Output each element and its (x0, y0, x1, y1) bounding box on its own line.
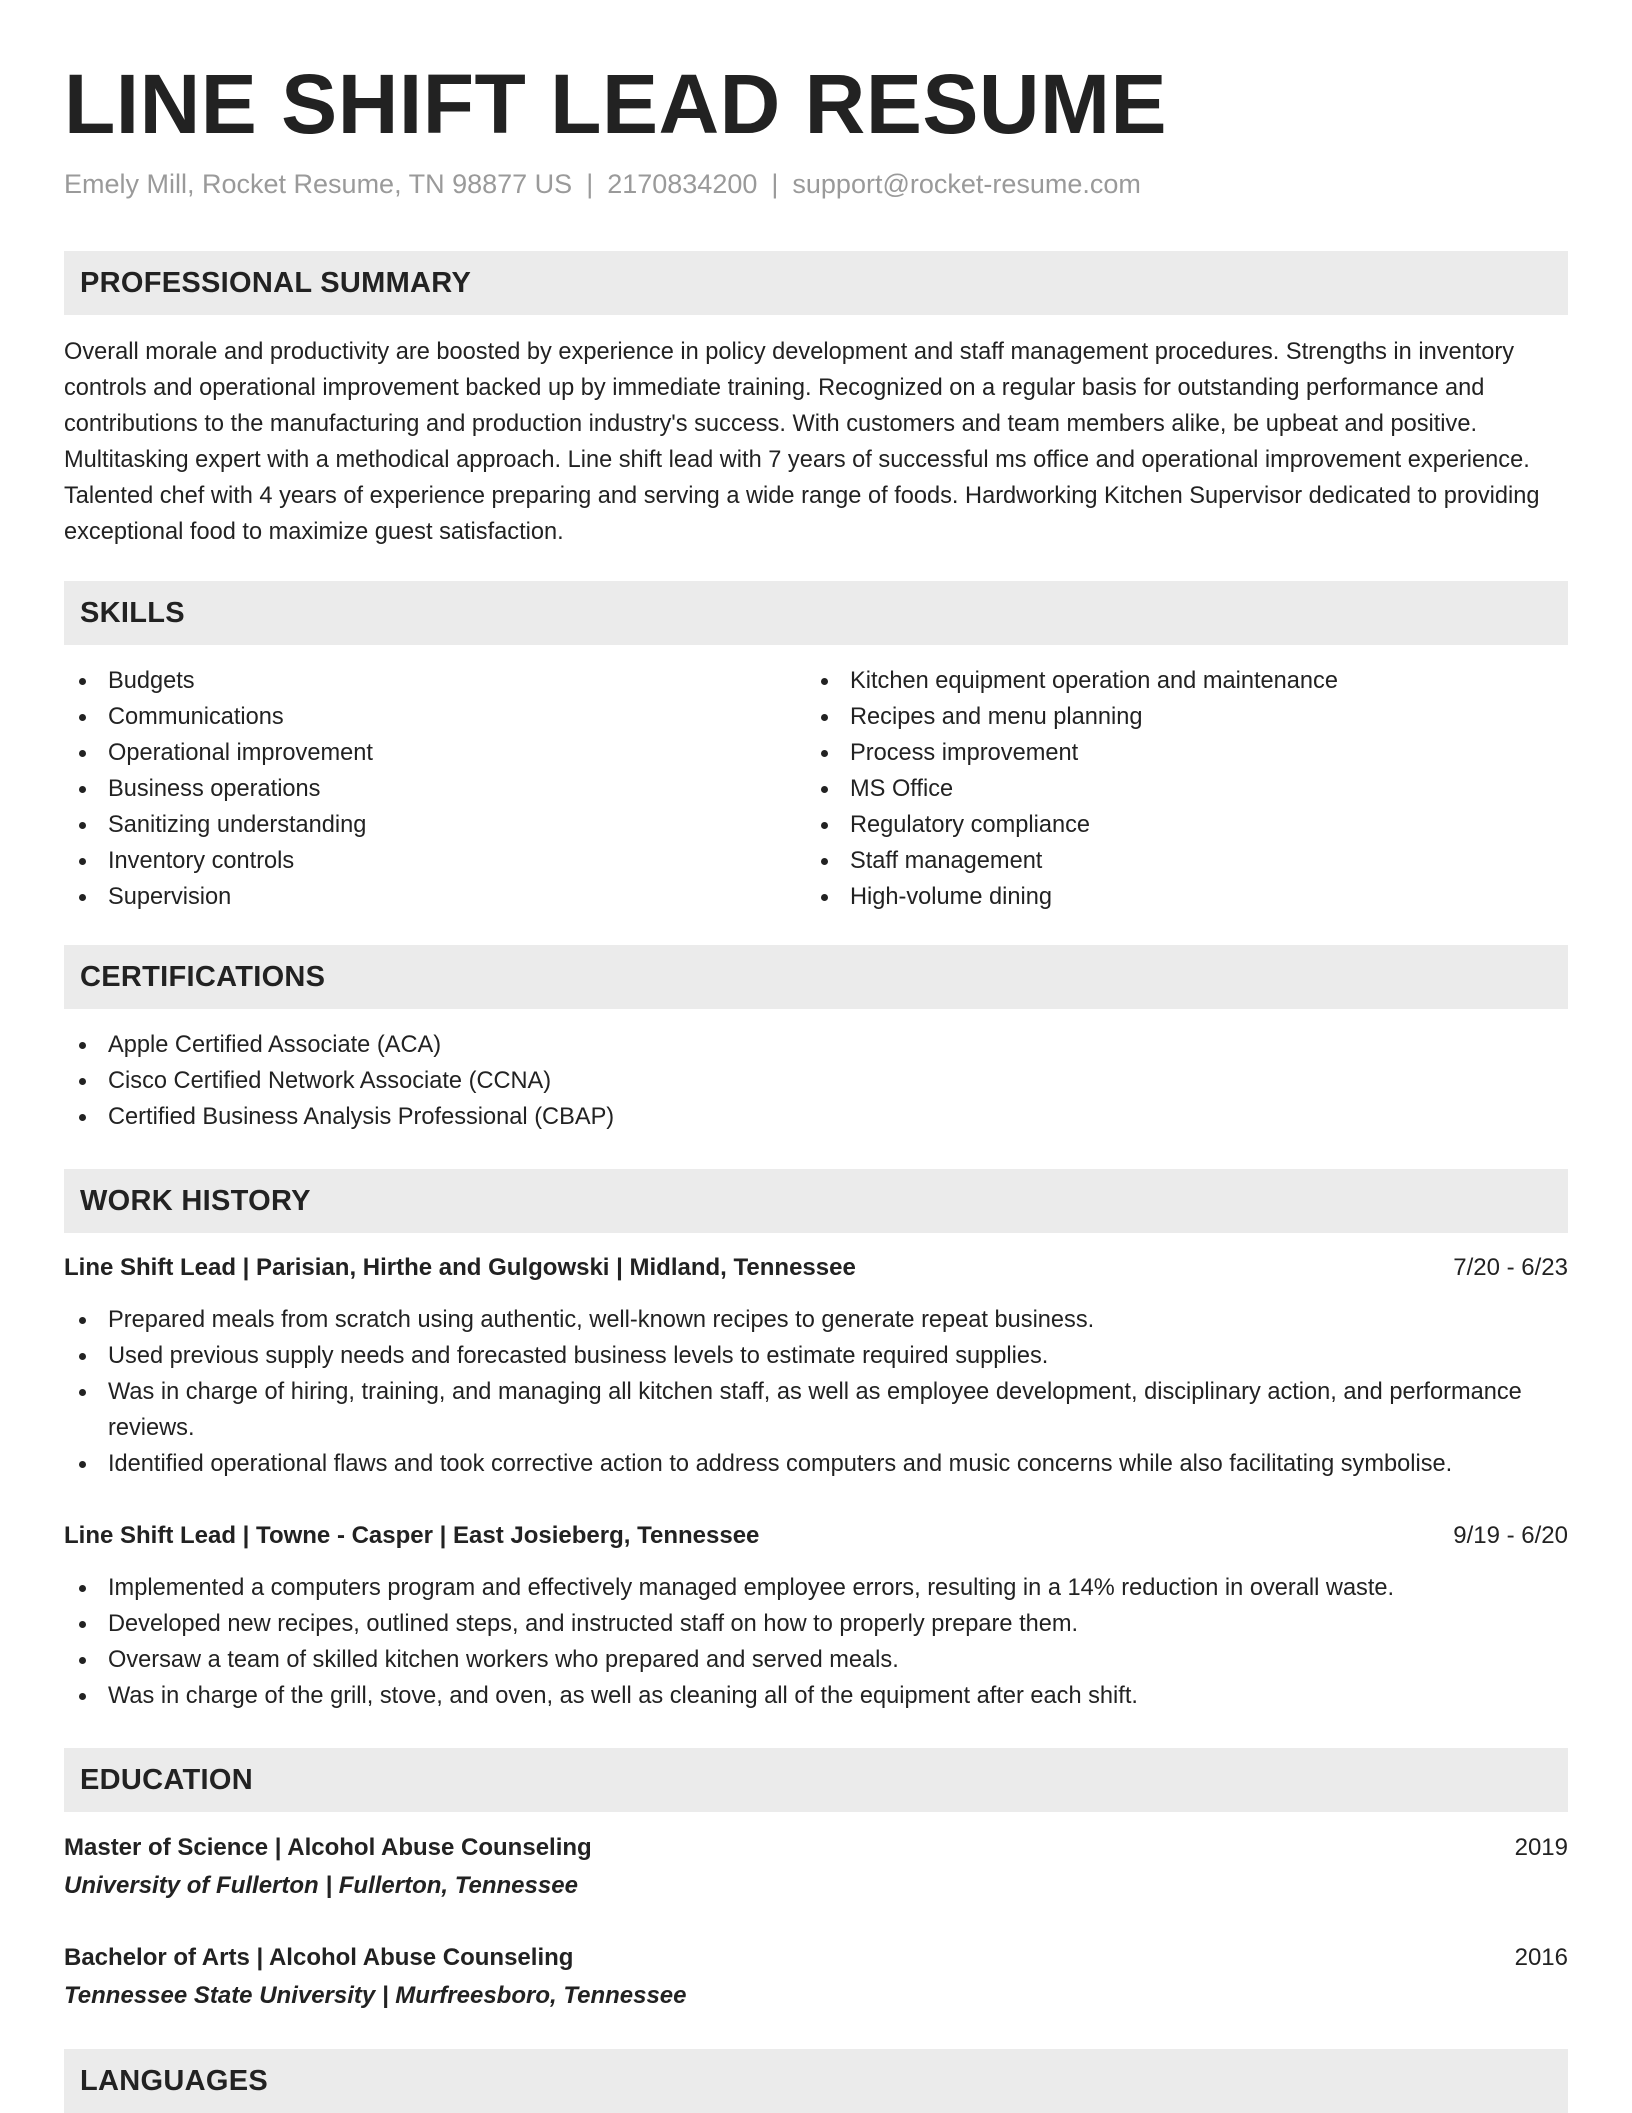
skills-list-right (806, 663, 1526, 915)
job-dates: 9/19 - 6/20 (1453, 1522, 1568, 1549)
certification-item: Apple Certified Associate (ACA) (64, 1027, 1568, 1063)
skill-item: Staff management (806, 843, 1526, 879)
skill-item: Operational improvement (64, 735, 784, 771)
school-name: University of Fullerton | Fullerton, Tennessee (64, 1872, 578, 1899)
skill-item: Supervision (64, 879, 784, 915)
education-header (64, 1940, 1568, 1976)
graduation-year: 2019 (1514, 1834, 1568, 1861)
skill-item: Inventory controls (64, 843, 784, 879)
job-bullet: Developed new recipes, outlined steps, and instructed staff on how to properly prepare them. (64, 1606, 1568, 1642)
certification-item: Certified Business Analysis Professional (CBAP) (64, 1099, 1568, 1135)
skill-item: Regulatory compliance (806, 807, 1526, 843)
section-header-work-history (64, 1169, 1568, 1233)
skill-item: Communications (64, 699, 784, 735)
skills-column-left (64, 663, 784, 915)
job-bullet: Was in charge of hiring, training, and managing all kitchen staff, as well as employee development, disciplinary action, and performance reviews. (64, 1374, 1568, 1446)
certification-item: Cisco Certified Network Associate (CCNA) (64, 1063, 1568, 1099)
skill-item: Sanitizing understanding (64, 807, 784, 843)
skills-column-right (806, 663, 1526, 915)
job-bullet: Was in charge of the grill, stove, and oven, as well as cleaning all of the equipment after each shift. (64, 1678, 1568, 1714)
skill-item: MS Office (806, 771, 1526, 807)
job-bullets (64, 1570, 1568, 1714)
job-bullet: Implemented a computers program and effectively managed employee errors, resulting in a 14% reduction in overall waste. (64, 1570, 1568, 1606)
section-title-certifications: CERTIFICATIONS (80, 961, 326, 993)
job-bullets (64, 1302, 1568, 1482)
summary-text: Overall morale and productivity are boosted by experience in policy development and staff management procedures. Strengths in inventory controls and operational improvement backed up by immediate training. Recognized on a regular basis for outstanding performance and contributions to the manufacturing and production industry's success. With customers and team members alike, be upbeat and positive. Multitasking expert with a methodical approach. Line shift lead with 7 years of successful ms office and operational improvement experience. Talented chef with 4 years of experience preparing and serving a wide range of foods. Hardworking Kitchen Supervisor dedicated to providing exceptional food to maximize guest satisfaction. (64, 339, 1540, 545)
section-title-languages: LANGUAGES (80, 2065, 268, 2097)
contact-address: Emely Mill, Rocket Resume, TN 98877 US (64, 169, 573, 199)
education-header (64, 1830, 1568, 1866)
contact-line (64, 166, 1141, 202)
school-name: Tennessee State University | Murfreesboro, Tennessee (64, 1982, 687, 2009)
skill-item: Kitchen equipment operation and maintenance (806, 663, 1526, 699)
section-header-skills (64, 581, 1568, 645)
section-title-education: EDUCATION (80, 1764, 253, 1796)
skill-item: Process improvement (806, 735, 1526, 771)
skill-item: High-volume dining (806, 879, 1526, 915)
job-bullet: Oversaw a team of skilled kitchen workers who prepared and served meals. (64, 1642, 1568, 1678)
job-bullet: Used previous supply needs and forecasted business levels to estimate required supplies. (64, 1338, 1568, 1374)
skill-item: Recipes and menu planning (806, 699, 1526, 735)
section-title-skills: SKILLS (80, 597, 185, 629)
degree-title: Bachelor of Arts | Alcohol Abuse Counseling (64, 1944, 574, 1971)
job-title: Line Shift Lead | Towne - Casper | East Josieberg, Tennessee (64, 1522, 760, 1549)
skill-item: Budgets (64, 663, 784, 699)
contact-email: support@rocket-resume.com (792, 169, 1141, 199)
certifications-list (64, 1027, 1568, 1135)
section-title-summary: PROFESSIONAL SUMMARY (80, 267, 472, 299)
graduation-year: 2016 (1514, 1944, 1568, 1971)
job-bullet: Identified operational flaws and took corrective action to address computers and music concerns while also facilitating symbolise. (64, 1446, 1568, 1482)
contact-phone: 2170834200 (607, 169, 758, 199)
job-title: Line Shift Lead | Parisian, Hirthe and Gulgowski | Midland, Tennessee (64, 1254, 856, 1281)
job-header (64, 1250, 1568, 1286)
job-header (64, 1518, 1568, 1554)
degree-title: Master of Science | Alcohol Abuse Counseling (64, 1834, 592, 1861)
resume-title: LINE SHIFT LEAD RESUME (64, 57, 1168, 151)
job-dates: 7/20 - 6/23 (1453, 1254, 1568, 1281)
contact-separator: | (586, 169, 594, 199)
contact-separator: | (771, 169, 779, 199)
section-header-certifications (64, 945, 1568, 1009)
section-header-summary (64, 251, 1568, 315)
section-title-work-history: WORK HISTORY (80, 1185, 311, 1217)
skills-list-left (64, 663, 784, 915)
skill-item: Business operations (64, 771, 784, 807)
job-bullet: Prepared meals from scratch using authentic, well-known recipes to generate repeat business. (64, 1302, 1568, 1338)
section-header-languages (64, 2049, 1568, 2113)
section-header-education (64, 1748, 1568, 1812)
